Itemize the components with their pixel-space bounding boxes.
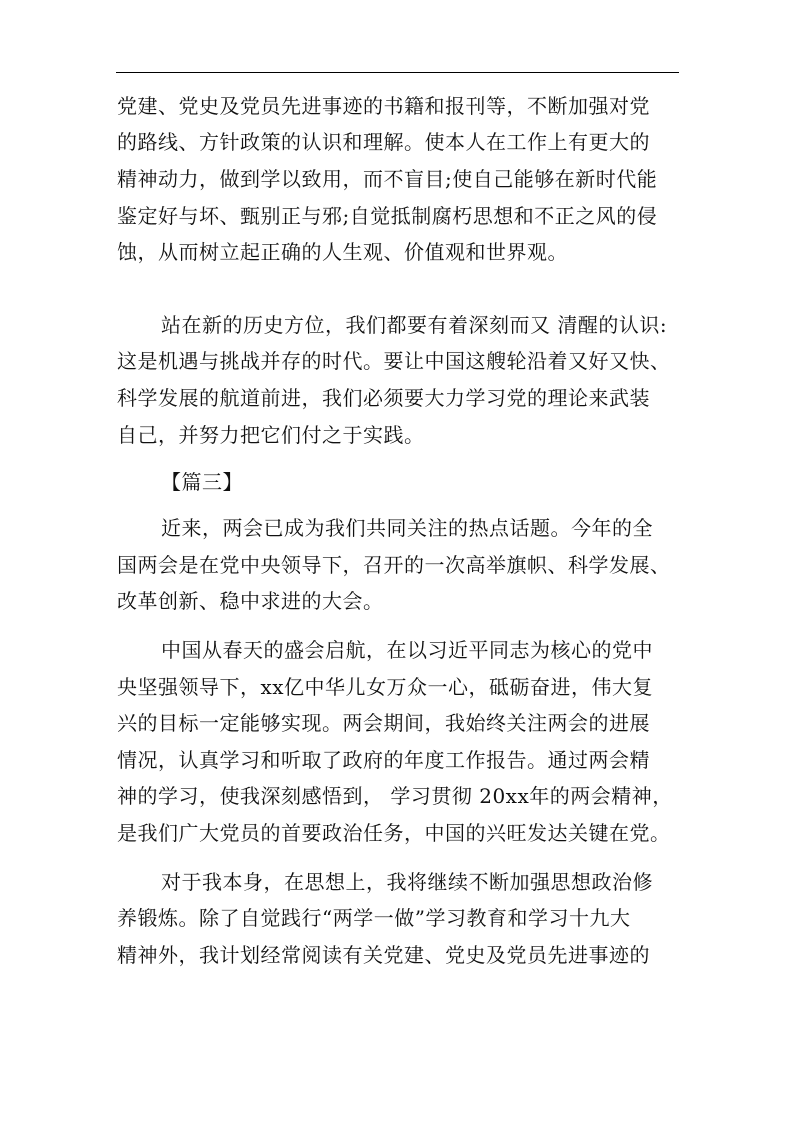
text-line-2: 的路线、方针政策的认识和理解。使本人在工作上有更大的 bbox=[117, 130, 650, 154]
section-heading: 【篇三】 bbox=[161, 470, 243, 494]
text-line-21: 养锻炼。除了自觉践行“两学一做”学习教育和学习十九大 bbox=[117, 906, 631, 930]
text-line-12: 国两会是在党中央领导下，召开的一次高举旗帜、科学发展、 bbox=[117, 553, 671, 577]
text-line-9: 自己，并努力把它们付之于实践。 bbox=[117, 423, 425, 447]
text-line-8: 科学发展的航道前进，我们必须要大力学习党的理论来武装 bbox=[117, 386, 650, 410]
text-line-7: 这是机遇与挑战并存的时代。要让中国这艘轮沿着又好又快、 bbox=[117, 349, 671, 373]
paragraph-start-line: 近来，两会已成为我们共同关注的热点话题。今年的全 bbox=[161, 516, 653, 540]
text-line-19: 是我们广大党员的首要政治任务，中国的兴旺发达关键在党。 bbox=[117, 821, 671, 845]
text-line-22: 精神外，我计划经常阅读有关党建、党史及党员先进事迹的 bbox=[117, 943, 650, 967]
text-line-16: 兴的目标一定能够实现。两会期间，我始终关注两会的进展 bbox=[117, 711, 650, 735]
text-line-17: 情况，认真学习和听取了政府的年度工作报告。通过两会精 bbox=[117, 748, 650, 772]
text-line-3: 精神动力，做到学以致用，而不盲目;使自己能够在新时代能 bbox=[117, 167, 658, 191]
text-line-5: 蚀，从而树立起正确的人生观、价值观和世界观。 bbox=[117, 240, 568, 264]
header-rule bbox=[116, 72, 679, 73]
paragraph-start-line: 站在新的历史方位，我们都要有着深刻而又 清醒的认识: bbox=[161, 313, 668, 337]
text-line-1: 党建、党史及党员先进事迹的书籍和报刊等，不断加强对党 bbox=[117, 94, 650, 118]
paragraph-start-line: 中国从春天的盛会启航，在以习近平同志为核心的党中 bbox=[161, 638, 653, 662]
text-line-15: 央坚强领导下，xx亿中华儿女万众一心，砥砺奋进，伟大复 bbox=[117, 675, 654, 699]
text-line-13: 改革创新、稳中求进的大会。 bbox=[117, 589, 384, 613]
text-line-18: 神的学习，使我深刻感悟到， 学习贯彻 20xx年的两会精神， bbox=[117, 784, 673, 808]
paragraph-start-line: 对于我本身，在思想上，我将继续不断加强思想政治修 bbox=[161, 870, 653, 894]
text-line-4: 鉴定好与坏、甄别正与邪;自觉抵制腐朽思想和不正之风的侵 bbox=[117, 204, 658, 228]
